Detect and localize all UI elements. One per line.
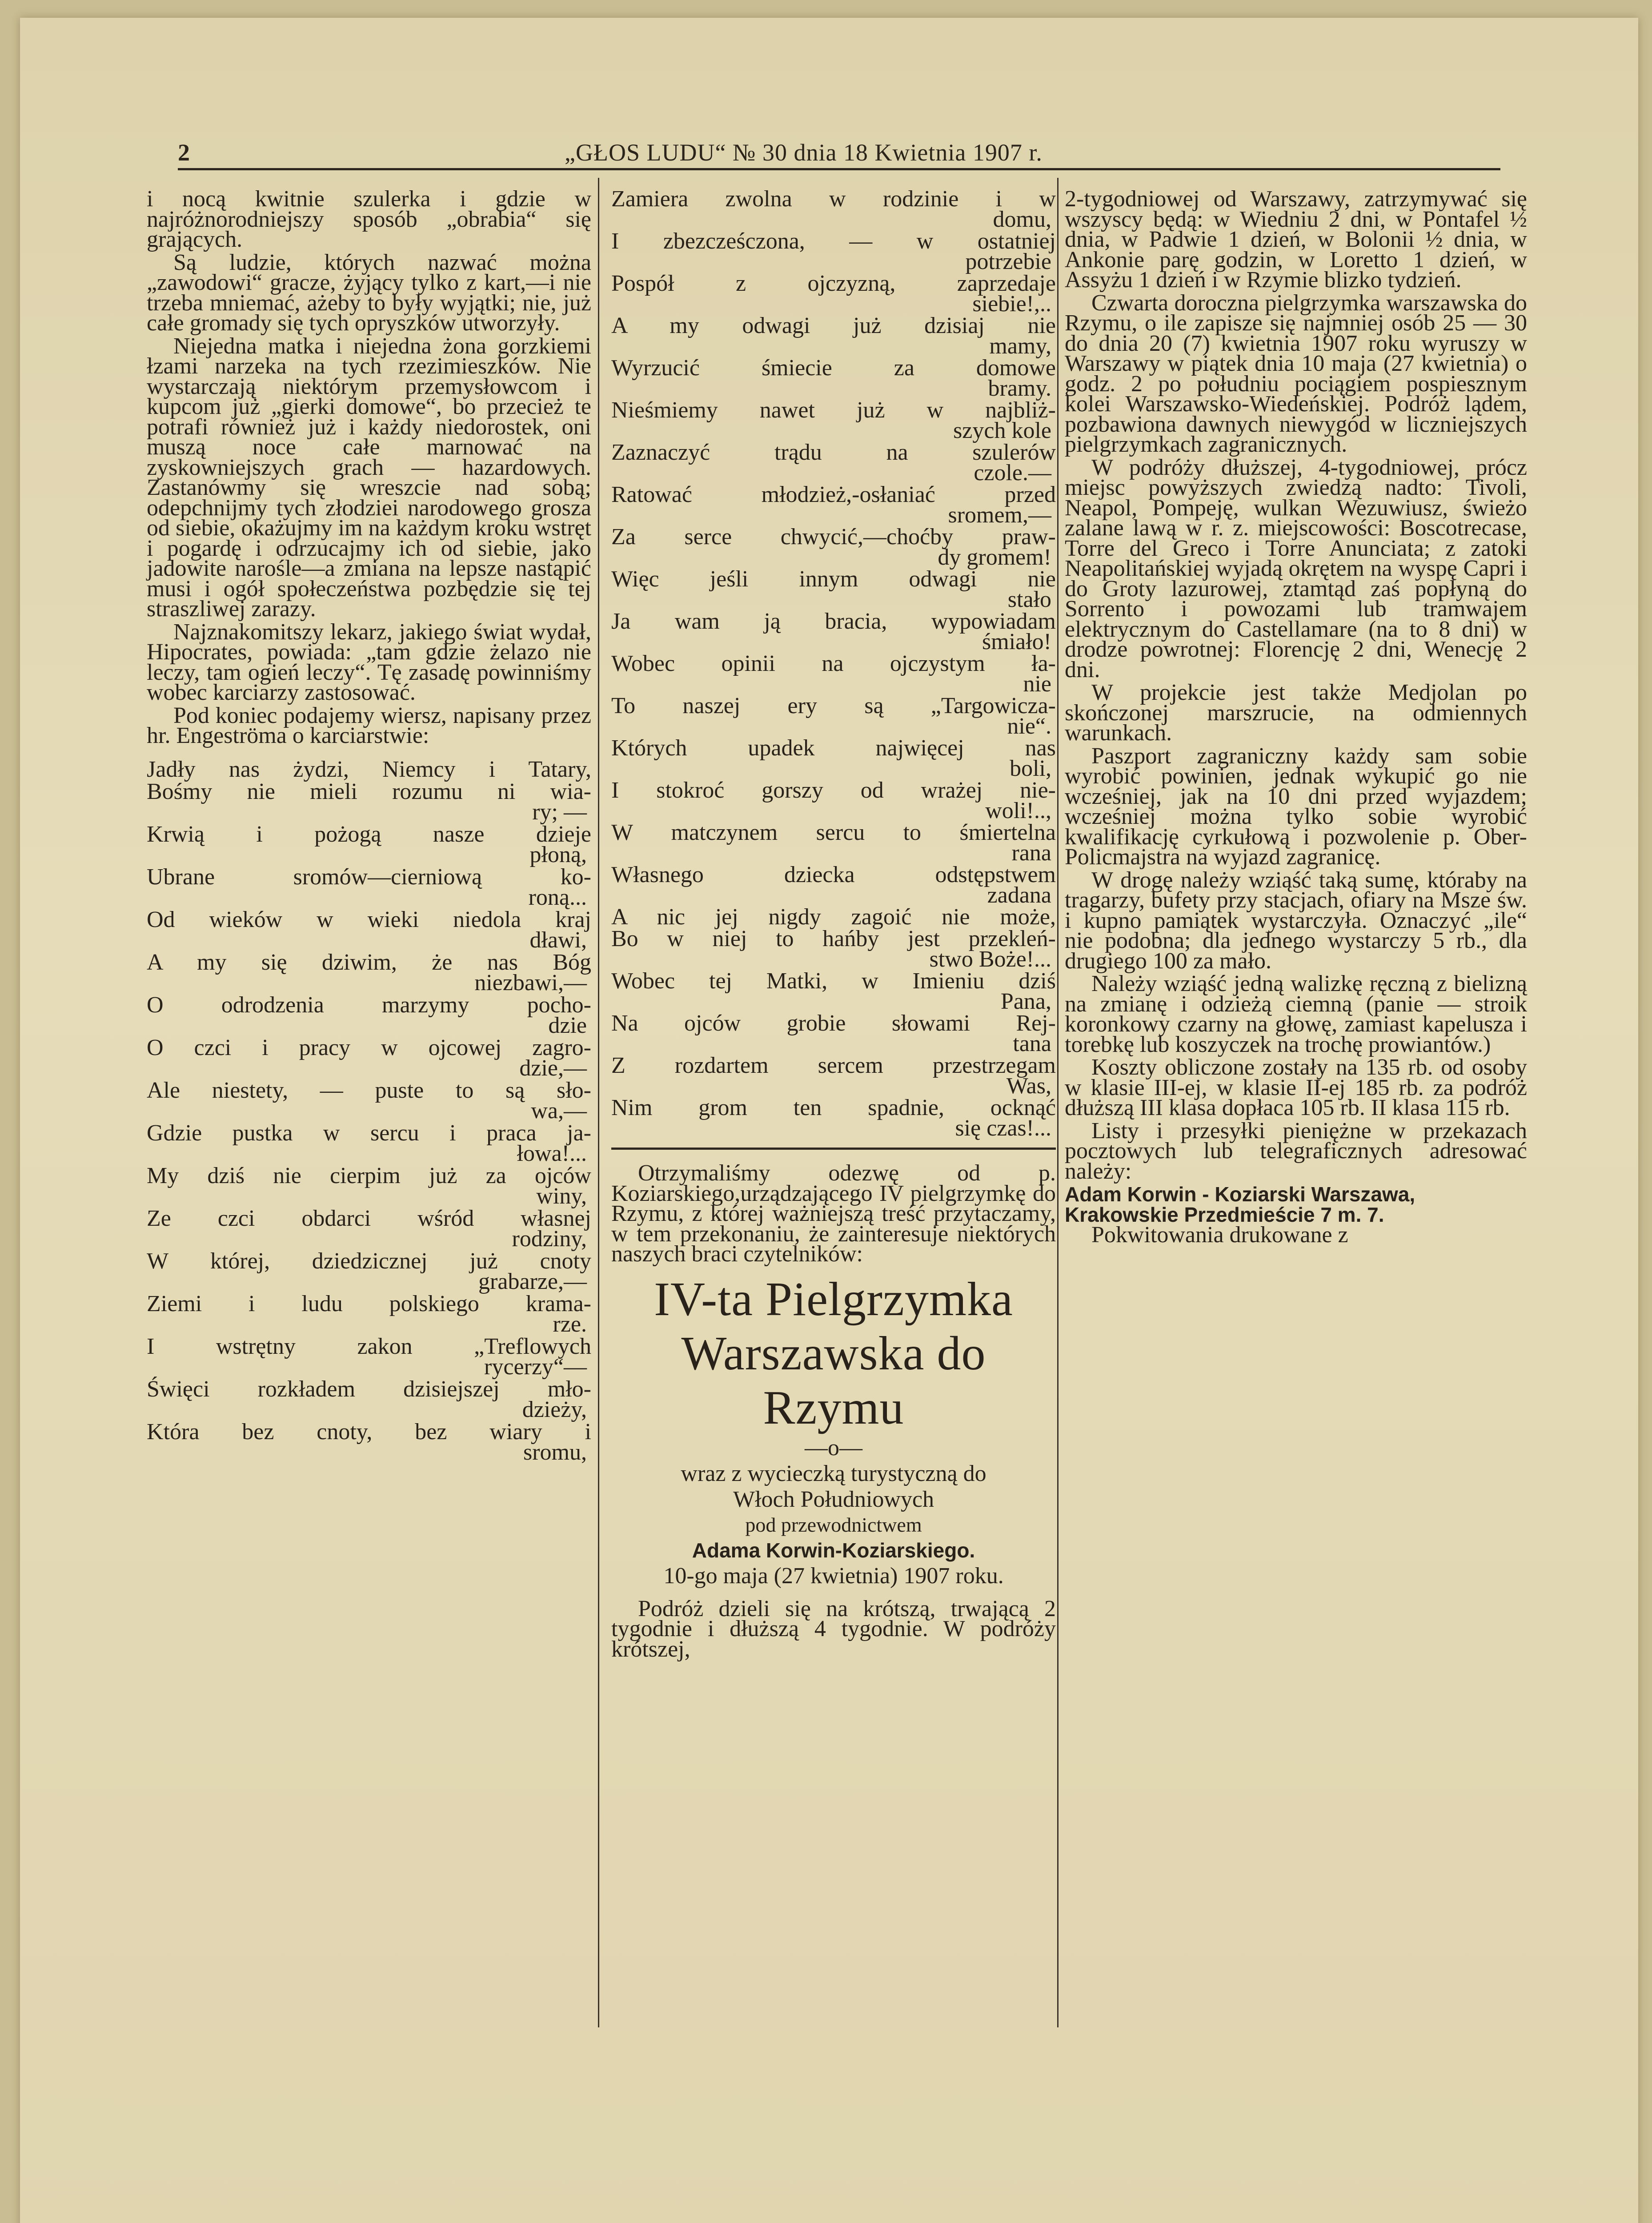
page-number: 2 (178, 139, 190, 166)
paragraph: Pod koniec podajemy wiersz, napisany przez hr. Engeströma o karciarstwie: (147, 702, 591, 748)
column-3 (1065, 186, 1527, 1248)
paragraph: i nocą kwitnie szulerka i gdzie w najróżnorodniejszy sposób „obrabia“ się grających. (147, 186, 591, 252)
paragraph: Najznakomitszy lekarz, jakiego świat wydał, Hipocrates, powiada: „tam gdzie żelazo nie leczy, tam ogień leczy“. Tę zasadę powinniśmy wobec karciarzy zastosować. (147, 619, 591, 705)
paragraph: 2-tygodniowej od Warszawy, zatrzymywać się wszyscy będą: w Wiedniu 2 dni, w Pontafel ½ dnia, w Padwie 1 dzień, w Bolonii ½ dnia, w Ankonie parę godzin, w Loretto 1 dzień, w Assyżu 1 dzień i w Rzymie blizko tydzień. (1065, 186, 1527, 293)
paragraph: Paszport zagraniczny każdy sam sobie wyrobić powinien, jednak wykupić go nie wcześniej, jak na 10 dni przed wyjazdem; wcześniej można tylko sobie wyrobić kwalifikację cyrkułową i pozwolenie p. Ober-Policmajstra na wyjazd zagranicę. (1065, 743, 1527, 870)
verse: Bo w niej to hańby jest przekleń- stwo Boże!... (611, 926, 1056, 972)
date-line: 10-go maja (27 kwietnia) 1907 roku. (663, 1563, 1004, 1589)
paragraph: W projekcie jest także Medjolan po skończonej marszrucie, na odmiennych warunkach. (1065, 680, 1527, 746)
verse: My dziś nie cierpim już za ojców winy, (147, 1163, 591, 1209)
poem-part-1 (147, 756, 591, 1465)
verse: A nic jej nigdy zagoić nie może, (611, 904, 1056, 930)
verse: A my odwagi już dzisiaj nie mamy, (611, 313, 1056, 359)
verse: I zbezcześczona, — w ostatniej potrzebie (611, 229, 1056, 274)
paragraph: W podróży dłuższej, 4-tygodniowej, prócz miejsc powyższych zwiedzą nadto: Tivoli, Neapol, Pompeję, wulkan Wezuwiusz, świeżo zalane lawą w r. z. miejscowości: Boscotrecase, Torre del Greco i Torre Anunciata; z zatoki Neapolitańskiej wyjadą okrętem na wyspę Capri i do Groty lazurowej, ztamtąd zaś popłyną do Sorrento i powozami lub tramwajem elektrycznym do Castellamare (na to 8 dni) w drodze powrotnej: Florencję 2 dni, Wenecję 2 dni. (1065, 454, 1527, 682)
verse: Wobec tej Matki, w Imieniu dziś Pana, (611, 968, 1056, 1014)
verse: O czci i pracy w ojcowej zagro- dzie,— (147, 1035, 591, 1081)
paragraph: Są ludzie, których nazwać można „zawodowi“ gracze, żyjący tylko z kart,—i nie trzeba mniemać, ażeby to były wyjątki; nie, już całe gromady się tych opryszków utworzyły. (147, 249, 591, 336)
paragraph: Należy wziąść jedną walizkę ręczną z bielizną na zmianę i odzieżą ciemną (panie — stroik koronkowy czarny na głowę, zamiast kapelusza i torebkę lub koszyczek na trochę prowiantów.) (1065, 971, 1527, 1057)
paragraph: Koszty obliczone zostały na 135 rb. od osoby w klasie III-ej, w klasie II-ej 185 rb. za podróż dłuższą III klasa dopłaca 105 rb. II klasa 115 rb. (1065, 1055, 1527, 1120)
verse: Święci rozkładem dzisiejszej mło- dzieży, (147, 1376, 591, 1422)
verse: Ze czci obdarci wśród własnej rodziny, (147, 1205, 591, 1252)
column-2 (611, 186, 1056, 1662)
verse: I stokroć gorszy od wrażej nie- woli!.., (611, 778, 1056, 823)
poem-part-2 (611, 186, 1056, 1141)
masthead-line: „GŁOS LUDU“ № 30 dnia 18 Kwietnia 1907 r. (565, 139, 1043, 166)
headline-line-1: IV-ta Pielgrzymka (654, 1272, 1013, 1326)
verse: Których upadek najwięcej nas boli, (611, 735, 1056, 781)
verse: Ubrane sromów—cierniową ko- roną... (147, 864, 591, 910)
separator: —o— (805, 1435, 862, 1461)
verse: Wobec opinii na ojczystym ła- nie (611, 651, 1056, 697)
address-line-1: Adam Korwin - Koziarski Warszawa, (1065, 1183, 1415, 1206)
column-divider-2 (1057, 178, 1059, 2027)
paragraph: Listy i przesyłki pieniężne w przekazach pocztowych lub telegraficznych adresować należy: (1065, 1118, 1527, 1184)
section-divider (611, 1148, 1056, 1150)
verse: Zaznaczyć trądu na szulerów czole.— (611, 440, 1056, 486)
verse: Ziemi i ludu polskiego krama- rze. (147, 1291, 591, 1337)
verse: Bośmy nie mieli rozumu ni wia- ry; — (147, 778, 591, 825)
paragraph: Podróż dzieli się na krótszą, trwającą 2 tygodnie i dłuższą 4 tygodnie. W podróży krótszej, (611, 1596, 1056, 1662)
verse: Krwią i pożogą nasze dzieje płoną, (147, 821, 591, 867)
paragraph: W drogę należy wziąść taką sumę, któraby na tragarzy, bufety przy stacjach, ofiary na Msze św. i kupno pamiątek wystarczyła. Oznaczyć „ile“ nie podobna; dla jednego wystarczy 5 rb., dla drugiego 100 za mało. (1065, 867, 1527, 974)
verse: Od wieków w wieki niedola kraj dławi, (147, 907, 591, 953)
verse: Ale niestety, — puste to są sło- wa,— (147, 1077, 591, 1124)
leader-name: Adama Korwin-Koziarskiego. (692, 1538, 975, 1562)
paragraph: Czwarta doroczna pielgrzymka warszawska do Rzymu, o ile zapisze się najmniej osób 25 — 30 do dnia 20 (7) kwietnia 1907 roku wyruszy w Warszawy w piątek dnia 10 maja (27 kwietnia) o godz. 2 po południu pociągiem pospiesznym kolei Warszawsko-Wiedeńskiej. Podróż lądem, pozbawiona dawnych niewygód w liczniejszych pielgrzymkach zagranicznych. (1065, 290, 1527, 457)
address-line-2: Krakowskie Przedmieście 7 m. 7. (1065, 1203, 1384, 1226)
column-divider-1 (598, 178, 599, 2027)
verse: Gdzie pustka w sercu i praca ja- łowa!... (147, 1120, 591, 1166)
verse: To naszej ery są „Targowicza- nie“. (611, 693, 1056, 739)
verse: W matczynem sercu to śmiertelna rana (611, 820, 1056, 866)
subtitle-line-1: wraz z wycieczką turystyczną do (681, 1461, 986, 1486)
verse: Własnego dziecka odstępstwem zadana (611, 862, 1056, 908)
verse: W której, dziedzicznej już cnoty grabarze,— (147, 1248, 591, 1294)
verse: Ja wam ją bracia, wypowiadam śmiało! (611, 609, 1056, 654)
page-header (178, 139, 1494, 165)
subtitle-line-2: Włoch Południowych (733, 1486, 934, 1512)
verse: Na ojców grobie słowami Rej- tana (611, 1011, 1056, 1056)
verse: Z rozdartem sercem przestrzegam Was, (611, 1053, 1056, 1099)
headline-line-2: Warszawska do Rzymu (681, 1327, 986, 1434)
verse: Więc jeśli innym odwagi nie stało (611, 566, 1056, 612)
verse: Pospół z ojczyzną, zaprzedaje siebie!,.. (611, 271, 1056, 317)
verse: Za serce chwycić,—choćby praw- dy gromem! (611, 524, 1056, 570)
verse: Nim grom ten spadnie, ocknąć się czas!... (611, 1095, 1056, 1141)
verse: Zamiera zwolna w rodzinie i w domu, (611, 186, 1056, 232)
column-1 (147, 186, 591, 1465)
verse: Ratować młodzież,-osłaniać przed sromem,— (611, 482, 1056, 528)
verse: Która bez cnoty, bez wiary i sromu, (147, 1419, 591, 1465)
verse: Nieśmiemy nawet już w najbliż- szych kole (611, 397, 1056, 443)
verse: O odrodzenia marzymy pocho- dzie (147, 992, 591, 1038)
verse: I wstrętny zakon „Treflowych rycerzy“— (147, 1333, 591, 1380)
subtitle-line-3: pod przewodnictwem (745, 1513, 922, 1536)
paragraph: Niejedna matka i niejedna żona gorzkiemi łzami narzeka na tych rzezimieszków. Nie wystarczają niektórym przemysłowcom i kupcom już „gierki domowe“, bo przecież te potrafi również już i każdy niedorostek, oni muszą noce całe marnować na zyskowniejszych grach — hazardowych. Zastanówmy się wreszcie nad sobą; odepchnijmy tych złodziei narodowego grosza od siebie, okażujmy im na każdym kroku wstręt i pogardę i odrzucajmy ich od siebie, jako jadowite narośle—a zmiana na lepsze nastąpić musi i ogół społeczeństwa pozbędzie się tej straszliwej zarazy. (147, 333, 591, 622)
verse: Jadły nas żydzi, Niemcy i Tatary, (147, 756, 591, 782)
header-rule (178, 168, 1500, 170)
verse: A my się dziwim, że nas Bóg niezbawi,— (147, 949, 591, 995)
paragraph: Pokwitowania drukowane z (1091, 1222, 1348, 1248)
notice-intro: Otrzymaliśmy odezwę od p. Koziarskiego,urządzającego IV pielgrzymkę do Rzymu, z której ważniejszą treść przytaczamy, w tem przekonaniu, że zainteresuje niektórych naszych braci czytelników: (611, 1160, 1056, 1267)
verse: Wyrzucić śmiecie za domowe bramy. (611, 355, 1056, 401)
